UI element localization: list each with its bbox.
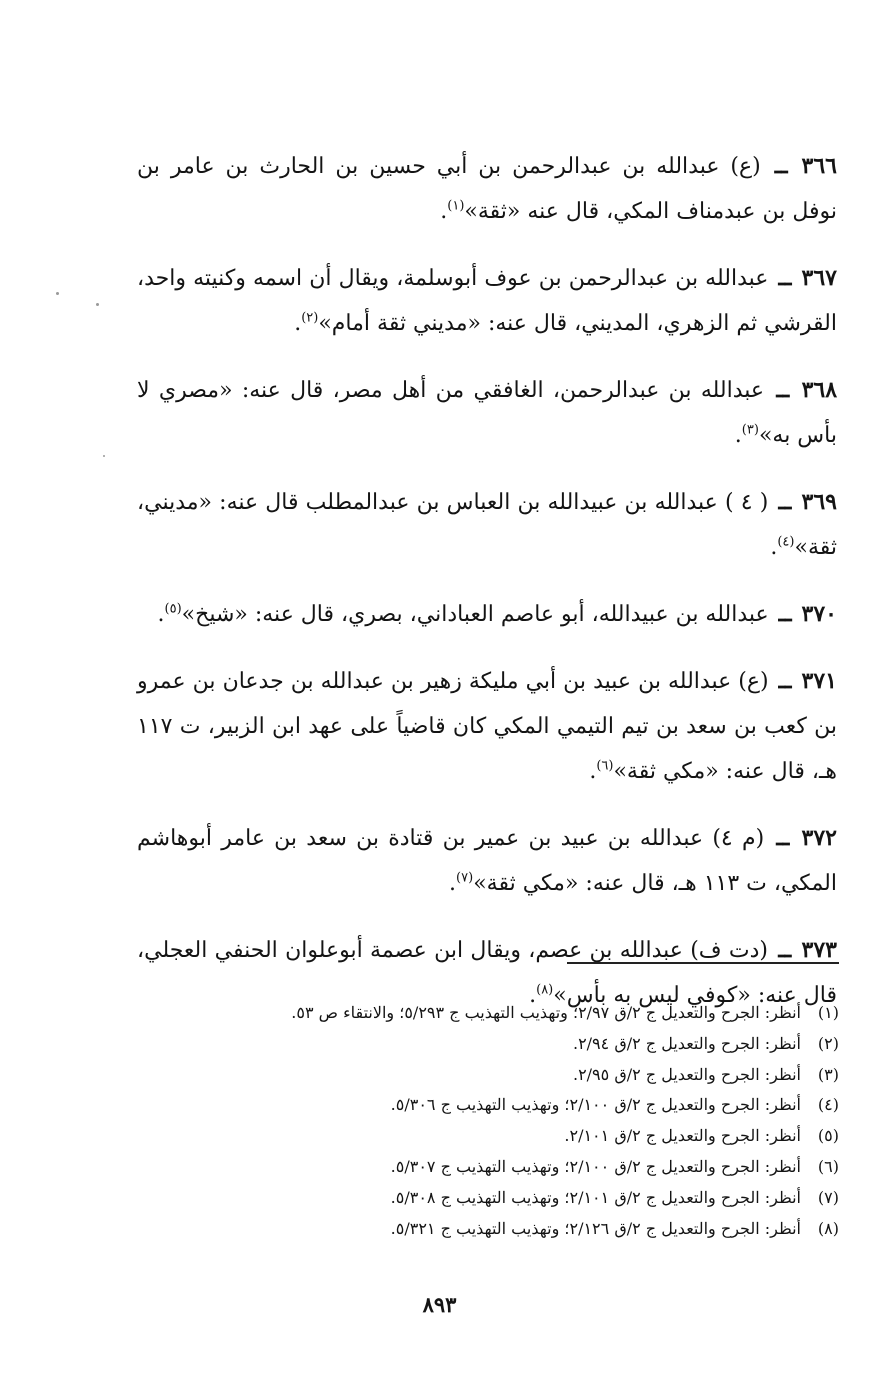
footnote-8 — [139, 1214, 839, 1245]
entry-end: . — [157, 602, 165, 627]
scan-speck — [96, 303, 99, 306]
entry-text: (م ٤) عبدالله بن عبيد بن عمير بن قتادة بن سعد بن عامر أبوهاشم المكي، ت ١١٣ هـ، قال عنه: «مكي ثقة» — [137, 826, 837, 896]
entry-text: ( ٤ ) عبدالله بن عبيدالله بن العباس بن عبدالمطلب قال عنه: «مديني، ثقة» — [137, 490, 837, 560]
entry-370 — [137, 592, 837, 637]
entry-text: (ع) عبدالله بن عبيد بن أبي مليكة زهير بن عبدالله بن جدعان بن عمرو بن كعب بن سعد بن تيم التيمي المكي كان قاضياً على عهد ابن الزبير، ت ١١٧ هـ، قال عنه: «مكي ثقة» — [137, 669, 837, 784]
entry-separator: ــ — [774, 153, 788, 179]
footnote-text: أنظر: الجرح والتعديل ج ٢/ق ٢/١٠١. — [564, 1126, 801, 1146]
footnote-text: أنظر: الجرح والتعديل ج ٢/ق ٢/١٠٠؛ وتهذيب التهذيب ج ٥/٣٠٧. — [390, 1156, 801, 1176]
entry-end: . — [449, 871, 457, 896]
footnote-text: أنظر: الجرح والتعديل ج ٢/ق ٢/١٠١؛ وتهذيب التهذيب ج ٥/٣٠٨. — [390, 1187, 801, 1207]
entry-text: عبدالله بن عبدالرحمن بن عوف أبوسلمة، ويقال أن اسمه وكنيته واحد، القرشي ثم الزهري، المديني، قال عنه: «مديني ثقة أمام» — [137, 266, 837, 336]
scan-speck — [103, 455, 105, 457]
entry-end: . — [734, 423, 742, 448]
footnote-2 — [139, 1029, 839, 1060]
entry-separator: ــ — [778, 937, 792, 963]
footnote-number: (٣) — [817, 1064, 839, 1084]
footnote-marker: (٥) — [164, 601, 182, 617]
footnote-marker: (٤) — [777, 534, 795, 550]
entry-separator: ــ — [778, 668, 792, 694]
scan-speck — [56, 292, 59, 295]
entry-separator: ــ — [776, 825, 790, 851]
entry-371 — [137, 659, 837, 794]
entry-368 — [137, 368, 837, 458]
entry-366 — [137, 144, 837, 234]
footnote-3 — [139, 1060, 839, 1091]
entry-text: (ع) عبدالله بن عبدالرحمن بن أبي حسين بن الحارث بن عامر بن نوفل بن عبدمناف المكي، قال عنه «ثقة» — [137, 154, 837, 224]
footnote-number: (٧) — [817, 1187, 839, 1207]
entry-end: . — [294, 311, 302, 336]
footnotes-list — [139, 998, 839, 1244]
entry-text: عبدالله بن عبدالرحمن، الغافقي من أهل مصر، قال عنه: «مصري لا بأس به» — [137, 378, 837, 448]
entries-list — [137, 122, 837, 1026]
footnote-7 — [139, 1183, 839, 1214]
entry-369 — [137, 480, 837, 570]
entry-number: ٣٧١ — [801, 668, 837, 694]
entry-text: عبدالله بن عبيدالله، أبو عاصم العباداني، بصري، قال عنه: «شيخ» — [181, 602, 769, 627]
entry-number: ٣٧٣ — [801, 937, 837, 963]
footnote-marker: (٧) — [456, 870, 474, 886]
footnote-number: (١) — [817, 1003, 839, 1022]
footnote-number: (٢) — [817, 1033, 839, 1053]
entry-separator: ــ — [776, 377, 790, 403]
footnote-marker: (٣) — [741, 422, 759, 438]
entry-end: . — [770, 535, 778, 560]
footnote-5 — [139, 1121, 839, 1152]
entry-text: (دت ف) عبدالله بن عصم، ويقال ابن عصمة أبوعلوان الحنفي العجلي، قال عنه: «كوفي ليس به بأس» — [137, 938, 837, 1008]
footnote-text: أنظر: الجرح والتعديل ج ٢/ق ٢/٩٧؛ وتهذيب التهذيب ج ٥/٢٩٣؛ والانتقاء ص ٥٣. — [291, 1003, 801, 1022]
footnote-4 — [139, 1090, 839, 1121]
footnote-marker: (٢) — [301, 310, 319, 326]
entry-separator: ــ — [778, 489, 792, 515]
footnote-number: (٨) — [817, 1218, 839, 1238]
page-number: ٨٩٣ — [422, 1292, 457, 1317]
footnote-text: أنظر: الجرح والتعديل ج ٢/ق ٢/١٠٠؛ وتهذيب التهذيب ج ٥/٣٠٦. — [390, 1095, 801, 1115]
entry-end: . — [589, 759, 597, 784]
footnote-number: (٤) — [817, 1095, 839, 1115]
footnote-marker: (١) — [447, 198, 465, 214]
entry-separator: ــ — [778, 265, 792, 291]
footnote-marker: (٦) — [596, 758, 614, 774]
entry-end: . — [529, 983, 537, 1008]
entry-number: ٣٧٢ — [801, 825, 837, 851]
entry-number: ٣٦٩ — [801, 489, 837, 515]
entry-367 — [137, 256, 837, 346]
entry-end: . — [440, 199, 448, 224]
footnote-6 — [139, 1152, 839, 1183]
entry-number: ٣٧٠ — [801, 601, 837, 627]
footnote-text: أنظر: الجرح والتعديل ج ٢/ق ٢/١٢٦؛ وتهذيب التهذيب ج ٥/٣٢١. — [390, 1218, 801, 1238]
footnote-marker: (٨) — [536, 982, 554, 998]
footnote-number: (٦) — [817, 1156, 839, 1176]
entry-separator: ــ — [778, 601, 792, 627]
entry-372 — [137, 816, 837, 906]
entry-number: ٣٦٨ — [801, 377, 838, 403]
entry-number: ٣٦٧ — [801, 265, 837, 291]
footnote-text: أنظر: الجرح والتعديل ج ٢/ق ٢/٩٥. — [572, 1064, 801, 1084]
footnote-divider — [567, 962, 839, 964]
footnote-text: أنظر: الجرح والتعديل ج ٢/ق ٢/٩٤. — [572, 1033, 801, 1053]
entry-number: ٣٦٦ — [801, 153, 837, 179]
footnote-number: (٥) — [817, 1126, 839, 1146]
footnote-1 — [139, 998, 839, 1029]
